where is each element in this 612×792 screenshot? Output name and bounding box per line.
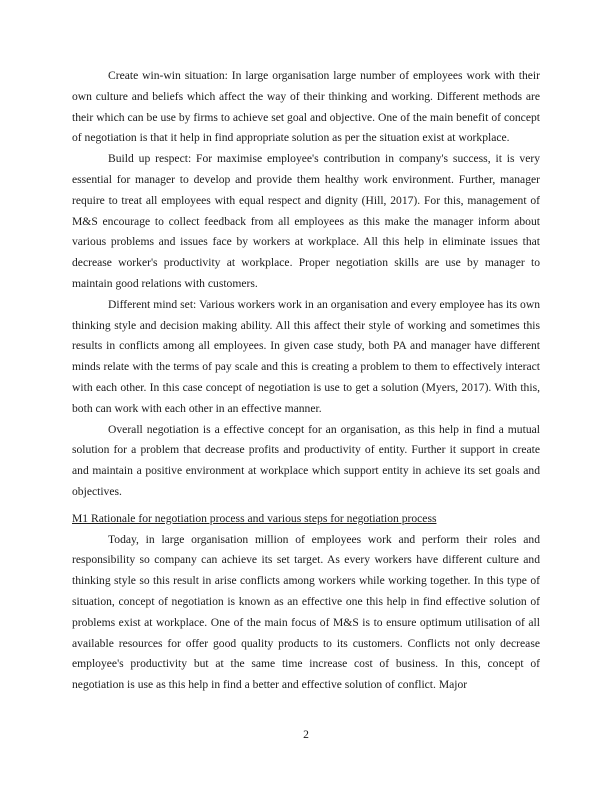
section-heading: M1 Rationale for negotiation process and various steps for negotiation process	[72, 511, 437, 525]
paragraph-mind-set: Different mind set: Various workers work in an organisation and every employee has its own thinking style and decision making ability. All this affect their style of working and sometimes this results in conflicts among all employees. In given case study, both PA and manager have different minds relate with the terms of pay scale and this is creating a problem to them to effectively interact with each other. In this case concept of negotiation is use to get a solution (Myers, 2017). With this, both can work with each other in an effective manner.	[72, 297, 540, 415]
document-page	[72, 66, 540, 696]
page-number: 2	[303, 728, 309, 741]
paragraph-win-win: Create win-win situation: In large organisation large number of employees work with their own culture and beliefs which affect the way of their thinking and working. Different methods are their which can be use by firms to achieve set goal and objective. One of the main benefit of concept of negotiation is that it help in find appropriate solution as per the situation exist at workplace.	[72, 69, 540, 145]
paragraph-today: Today, in large organisation million of employees work and perform their roles and responsibility so company can achieve its set target. As every workers have different culture and thinking style so this result in arise conflicts among workers while working together. In this type of situation, concept of negotiation is known as an effective one this help in find effective solution of problems exist at workplace. One of the main focus of M&S is to ensure optimum utilisation of all available resources for offer good quality products to its customers. Conflicts not only decrease employee's productivity but at the same time increase cost of business. In this, concept of negotiation is use as this help in find a better and effective solution of conflict. Major	[72, 532, 540, 692]
paragraph-build-respect: Build up respect: For maximise employee's contribution in company's success, it is very essential for manager to develop and provide them healthy work environment. Further, manager require to treat all employees with equal respect and dignity (Hill, 2017). For this, management of M&S encourage to collect feedback from all employees as this make the manager inform about various problems and issues face by workers at workplace. All this help in eliminate issues that decrease worker's productivity at workplace. Proper negotiation skills are use by manager to maintain good relations with customers.	[72, 152, 540, 290]
paragraph-overall: Overall negotiation is a effective concept for an organisation, as this help in find a mutual solution for a problem that decrease profits and productivity of entity. Further it support in create and maintain a positive environment at workplace which support entity in achieve its set goals and objectives.	[72, 422, 540, 498]
